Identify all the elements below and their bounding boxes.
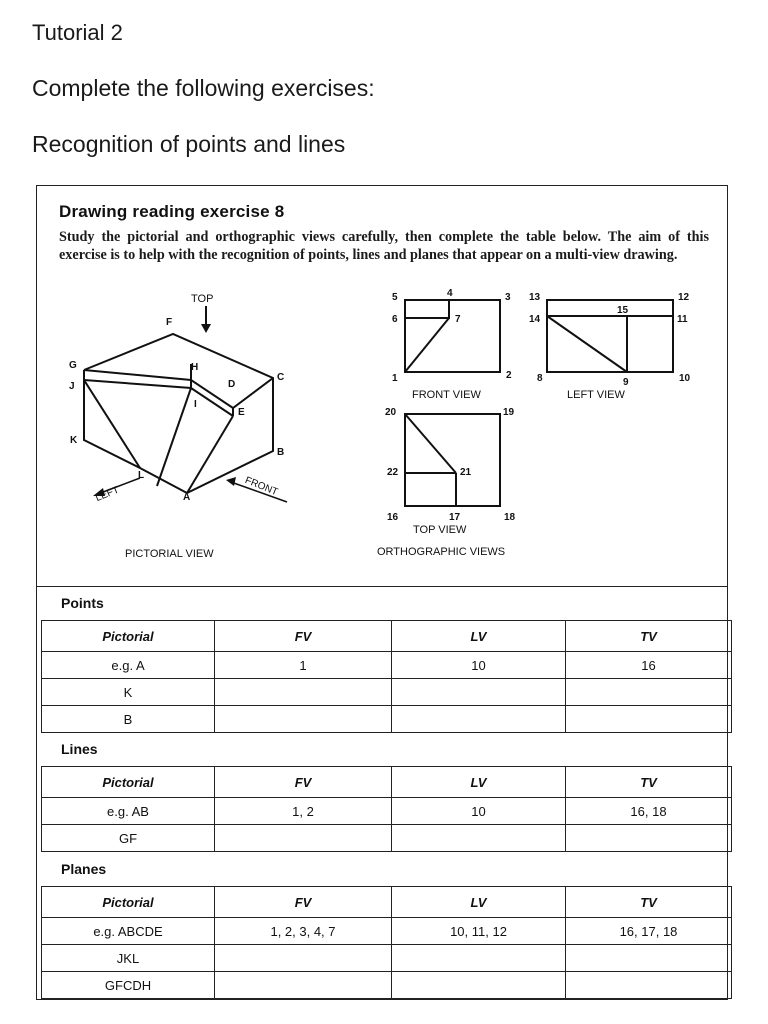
header-tv: TV: [566, 767, 732, 798]
section-title: Recognition of points and lines: [32, 131, 346, 157]
table-row: [42, 918, 732, 945]
cell-pictorial: e.g. AB: [42, 798, 215, 825]
point-label-j: J: [69, 381, 75, 392]
tv-point-16: 16: [387, 512, 399, 523]
tv-point-20: 20: [385, 407, 397, 418]
left-label: LEFT: [93, 484, 121, 505]
section-divider: [37, 586, 727, 587]
fv-point-2: 2: [506, 370, 512, 381]
point-label-k: K: [70, 435, 78, 446]
cell-tv-input[interactable]: [566, 706, 732, 733]
cell-fv-input[interactable]: [215, 706, 392, 733]
top-arrow-head: [201, 324, 211, 333]
header-lv: LV: [392, 887, 566, 918]
lv-point-15: 15: [617, 305, 629, 316]
cell-fv-input[interactable]: [215, 945, 392, 972]
lv-point-14: 14: [529, 314, 541, 325]
lv-point-13: 13: [529, 292, 541, 303]
cell-pictorial: JKL: [42, 945, 215, 972]
tv-point-18: 18: [504, 512, 516, 523]
pictorial-inner-edge: [84, 379, 236, 416]
exercise-title: Drawing reading exercise 8: [59, 202, 285, 221]
pictorial-point-labels: [69, 317, 284, 503]
tutorial-title: Tutorial 2: [32, 20, 123, 45]
table-row: [42, 652, 732, 679]
lines-table: [41, 766, 732, 852]
cell-fv: 1, 2, 3, 4, 7: [215, 918, 392, 945]
cell-pictorial: GF: [42, 825, 215, 852]
top-view-caption: TOP VIEW: [413, 524, 467, 536]
cell-lv: 10: [392, 652, 566, 679]
header-fv: FV: [215, 767, 392, 798]
lv-point-8: 8: [537, 373, 543, 384]
cell-tv-input[interactable]: [566, 825, 732, 852]
tv-point-21: 21: [460, 467, 472, 478]
point-label-g: G: [69, 360, 77, 371]
fv-point-5: 5: [392, 292, 398, 303]
table-row: [42, 706, 732, 733]
pictorial-caption: PICTORIAL VIEW: [125, 548, 214, 560]
header-pictorial: Pictorial: [42, 621, 215, 652]
cell-lv: 10: [392, 798, 566, 825]
table-row: [42, 825, 732, 852]
table-header-row: [42, 767, 732, 798]
points-section-label: Points: [61, 595, 104, 611]
exercise-description: Study the pictorial and orthographic views carefully, then complete the table below. The aim of this exercise is to help with the recognition of points, lines and planes that appear on a multi-view drawing.: [59, 229, 709, 263]
fv-point-4: 4: [447, 288, 453, 299]
top-label: TOP: [191, 293, 214, 305]
header-pictorial: Pictorial: [42, 767, 215, 798]
cell-tv: 16: [566, 652, 732, 679]
point-label-f: F: [166, 317, 173, 328]
planes-table: [41, 886, 732, 999]
header-lv: LV: [392, 767, 566, 798]
front-view-caption: FRONT VIEW: [412, 389, 481, 401]
top-view: [405, 414, 500, 506]
table-row: [42, 945, 732, 972]
point-label-a: A: [183, 492, 191, 503]
point-label-b: B: [277, 447, 285, 458]
lv-point-11: 11: [677, 314, 688, 325]
cell-pictorial: B: [42, 706, 215, 733]
header-pictorial: Pictorial: [42, 887, 215, 918]
exercise-sheet: [36, 185, 728, 1000]
point-label-h: H: [191, 362, 199, 373]
cell-tv-input[interactable]: [566, 945, 732, 972]
exercise-drawings: [37, 186, 729, 586]
orthographic-caption: ORTHOGRAPHIC VIEWS: [377, 546, 506, 558]
planes-section-label: Planes: [61, 861, 107, 877]
header-lv: LV: [392, 621, 566, 652]
cell-tv: 16, 17, 18: [566, 918, 732, 945]
fv-point-7: 7: [455, 314, 461, 325]
lv-point-10: 10: [679, 373, 691, 384]
cell-fv: 1: [215, 652, 392, 679]
cell-fv-input[interactable]: [215, 972, 392, 999]
cell-pictorial: e.g. A: [42, 652, 215, 679]
fv-point-3: 3: [505, 292, 511, 303]
cell-tv-input[interactable]: [566, 972, 732, 999]
cell-tv: 16, 18: [566, 798, 732, 825]
cell-fv-input[interactable]: [215, 679, 392, 706]
pictorial-edge-i: [157, 388, 191, 486]
instruction-text: Complete the following exercises:: [32, 75, 375, 101]
pictorial-view: [84, 306, 273, 493]
table-row: [42, 679, 732, 706]
point-label-e: E: [238, 407, 245, 418]
cell-lv-input[interactable]: [392, 679, 566, 706]
table-row: [42, 972, 732, 999]
left-view-point-labels: [529, 292, 691, 388]
cell-fv-input[interactable]: [215, 825, 392, 852]
front-label: FRONT: [243, 475, 280, 499]
point-label-c: C: [277, 372, 285, 383]
fv-point-6: 6: [392, 314, 398, 325]
header-fv: FV: [215, 887, 392, 918]
lines-section-label: Lines: [61, 741, 98, 757]
lv-point-12: 12: [678, 292, 690, 303]
header-tv: TV: [566, 887, 732, 918]
cell-lv-input[interactable]: [392, 706, 566, 733]
left-view-caption: LEFT VIEW: [567, 389, 625, 401]
cell-tv-input[interactable]: [566, 679, 732, 706]
cell-pictorial: K: [42, 679, 215, 706]
front-view-point-labels: [392, 288, 512, 384]
point-label-i: I: [194, 399, 197, 410]
tv-point-17: 17: [449, 512, 461, 523]
table-header-row: [42, 887, 732, 918]
cell-fv: 1, 2: [215, 798, 392, 825]
point-label-l: L: [138, 470, 145, 481]
cell-pictorial: e.g. ABCDE: [42, 918, 215, 945]
header-tv: TV: [566, 621, 732, 652]
fv-point-1: 1: [392, 373, 398, 384]
pictorial-top-edges: [84, 370, 273, 408]
front-view: [405, 300, 500, 372]
lv-point-9: 9: [623, 377, 629, 388]
table-row: [42, 798, 732, 825]
front-arrow-head: [226, 477, 236, 486]
cell-pictorial: GFCDH: [42, 972, 215, 999]
left-view: [547, 300, 673, 372]
point-label-d: D: [228, 379, 236, 390]
tv-point-22: 22: [387, 467, 399, 478]
header-fv: FV: [215, 621, 392, 652]
cell-lv: 10, 11, 12: [392, 918, 566, 945]
cell-lv-input[interactable]: [392, 945, 566, 972]
table-header-row: [42, 621, 732, 652]
tv-point-19: 19: [503, 407, 515, 418]
points-table: [41, 620, 732, 733]
cell-lv-input[interactable]: [392, 825, 566, 852]
cell-lv-input[interactable]: [392, 972, 566, 999]
